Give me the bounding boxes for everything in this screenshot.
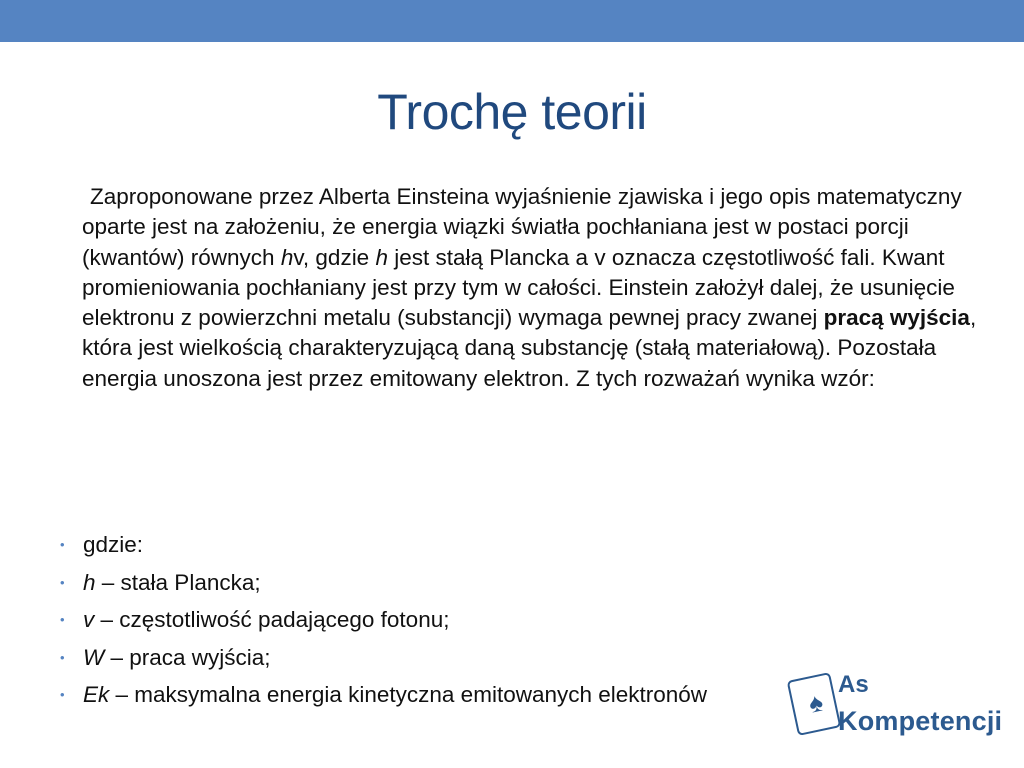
paragraph-text-4: , która jest wielkością charakteryzującą daną substancję (stałą materiałową). Pozostała energia unoszona jest przez emitowany elektron. Z tych rozważań wynika wzór:	[82, 305, 977, 391]
bullet-text: – maksymalna energia kinetyczna emitowanych elektronów	[109, 682, 708, 707]
bullet-dot: •	[60, 574, 65, 590]
bullet-item-v	[60, 605, 960, 643]
bullet-text: – stała Plancka;	[95, 569, 261, 595]
bullet-dot: •	[60, 537, 65, 552]
paragraph-text-3: jest stałą Plancka a v oznacza częstotliwość fali. Kwant promieniowania pochłaniany jest przy tym w całości. Einstein założył dalej, że usunięcie elektronu z powierzchni metalu (substancji) wymaga pewnej pracy zwanej	[82, 244, 955, 331]
paragraph-text-2: v, gdzie	[293, 244, 376, 270]
bullet-dot: •	[60, 687, 65, 702]
bullet-text: – częstotliwość padającego fotonu;	[94, 607, 450, 632]
planck-symbol: h	[280, 244, 294, 270]
logo-name: Kompetencji	[838, 706, 1003, 736]
bullet-symbol: W	[83, 644, 105, 670]
bullet-symbol: v	[83, 607, 95, 632]
planck-symbol-2: h	[375, 244, 388, 270]
bullet-item-h	[60, 568, 960, 606]
bullet-item-gdzie	[60, 530, 960, 568]
body-paragraph	[82, 182, 982, 394]
logo-top-text: As	[838, 671, 869, 698]
bullet-dot: •	[60, 612, 65, 627]
paragraph-text-1: Zaproponowane przez Alberta Einsteina wyjaśnienie zjawiska i jego opis matematyczny oparte jest na założeniu, że energia wiązki światła pochłaniana jest w postaci porcji (kwantów) równych	[82, 184, 962, 270]
bullet-text: gdzie:	[83, 532, 144, 557]
bullet-dot: •	[60, 649, 65, 665]
as-kompetencji-logo	[778, 671, 1003, 744]
playing-card-icon	[787, 672, 842, 736]
slide-title: Trochę teorii	[377, 84, 647, 140]
bullet-symbol: h	[83, 569, 96, 595]
bullet-text: – praca wyjścia;	[104, 644, 271, 670]
bullet-symbol: Ek	[83, 682, 110, 707]
top-accent-bar	[0, 0, 1024, 42]
spade-card-icon: ♠	[805, 686, 826, 719]
work-function-term: pracą wyjścia	[823, 305, 970, 331]
